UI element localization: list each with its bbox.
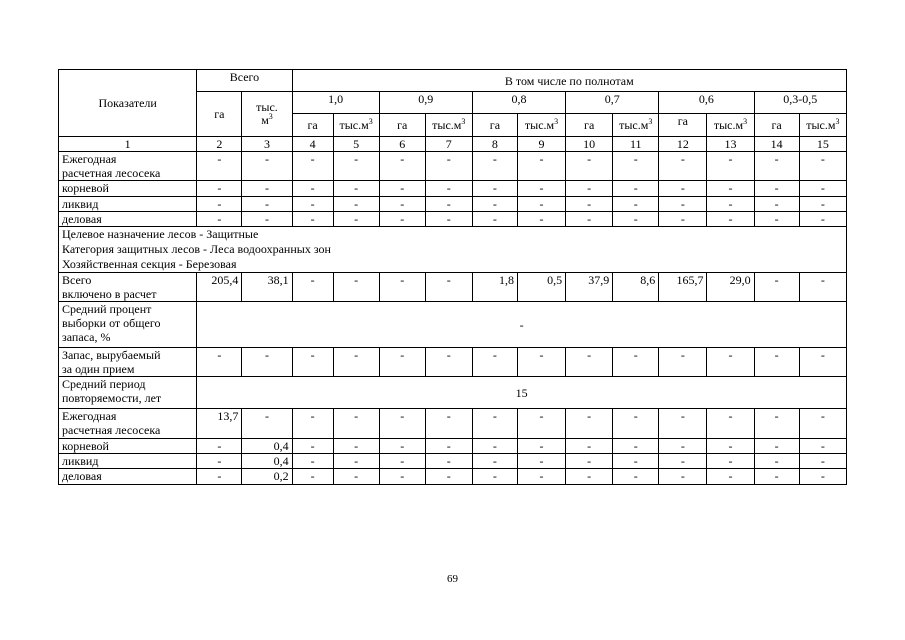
table-cell: -: [707, 439, 754, 454]
table-cell: -: [379, 454, 425, 469]
table-cell: -: [472, 212, 517, 227]
table-cell: -: [197, 197, 242, 212]
table-cell: -: [613, 197, 659, 212]
row-label: Ежегодная расчетная лесосека: [59, 152, 197, 181]
table-cell: -: [472, 454, 517, 469]
density-volume-header: [613, 114, 659, 137]
table-cell: -: [799, 469, 846, 485]
table-cell: -: [379, 469, 425, 485]
average-period-row: [59, 377, 847, 409]
column-number: 15: [799, 137, 846, 152]
m-label: м: [261, 113, 269, 127]
table-cell: -: [707, 409, 754, 439]
column-number: 1: [59, 137, 197, 152]
table-cell: -: [425, 409, 472, 439]
table-cell: -: [566, 181, 613, 197]
table-cell: -: [517, 197, 565, 212]
row-label: Всего включено в расчет: [59, 273, 197, 302]
table-cell: -: [425, 181, 472, 197]
table-cell: -: [197, 439, 242, 454]
indicators-header: Показатели: [59, 70, 197, 137]
thous-label: тыс.: [256, 100, 278, 114]
table-cell: -: [379, 439, 425, 454]
table-cell: -: [242, 197, 292, 212]
section-purpose: Целевое назначение лесов - Защитные: [62, 227, 259, 241]
table-cell: -: [379, 197, 425, 212]
table-cell: -: [613, 409, 659, 439]
table-cell: -: [707, 454, 754, 469]
table-cell: -: [707, 212, 754, 227]
root-row: [59, 181, 847, 197]
table-cell: -: [799, 454, 846, 469]
table-cell: 38,1: [242, 273, 292, 302]
table-cell: -: [425, 469, 472, 485]
row-label: ликвид: [59, 454, 197, 469]
table-cell: -: [613, 454, 659, 469]
table-cell: -: [333, 212, 379, 227]
annual-cut-row: [59, 152, 847, 181]
sup-3: 3: [368, 117, 373, 126]
table-cell: -: [425, 273, 472, 302]
table-cell: -: [707, 181, 754, 197]
table-cell: -: [754, 212, 799, 227]
row-label: Средний период повторяемости, лет: [59, 377, 197, 409]
volume-unit-label: тыс.м: [806, 118, 836, 132]
column-number: 9: [517, 137, 565, 152]
column-number: 2: [197, 137, 242, 152]
table-cell: -: [292, 197, 333, 212]
table-cell: 1,8: [472, 273, 517, 302]
column-number: 13: [707, 137, 754, 152]
stock-row: [59, 348, 847, 377]
annual-cut-row-2: [59, 409, 847, 439]
table-cell: -: [425, 212, 472, 227]
table-cell: -: [754, 197, 799, 212]
row-label: Запас, вырубаемый за один прием: [59, 348, 197, 377]
table-cell: -: [292, 348, 333, 377]
table-cell: -: [425, 348, 472, 377]
table-cell: -: [517, 454, 565, 469]
table-cell: -: [566, 469, 613, 485]
table-cell: -: [613, 152, 659, 181]
table-cell: -: [333, 454, 379, 469]
table-cell: -: [754, 152, 799, 181]
table-cell: -: [659, 469, 707, 485]
row-label: Средний процент выборки от общего запаса, %: [59, 302, 197, 348]
table-cell: -: [799, 409, 846, 439]
forest-harvest-table: [58, 69, 847, 485]
table-cell: -: [659, 409, 707, 439]
row-label: корневой: [59, 439, 197, 454]
table-cell: -: [425, 454, 472, 469]
row-label: корневой: [59, 181, 197, 197]
table-cell: -: [472, 197, 517, 212]
column-number: 3: [242, 137, 292, 152]
table-cell: -: [242, 348, 292, 377]
table-cell: -: [425, 197, 472, 212]
table-cell: -: [197, 181, 242, 197]
table-cell: -: [292, 152, 333, 181]
table-cell: 0,4: [242, 439, 292, 454]
table-cell: -: [754, 454, 799, 469]
table-cell: -: [799, 273, 846, 302]
table-cell: -: [517, 409, 565, 439]
table-cell: -: [517, 181, 565, 197]
row-label: деловая: [59, 469, 197, 485]
table-cell: -: [566, 212, 613, 227]
sup-3: 3: [268, 112, 273, 121]
table-cell: -: [242, 152, 292, 181]
table-cell: -: [379, 152, 425, 181]
table-cell: -: [292, 469, 333, 485]
density-0-7: 0,7: [566, 92, 659, 114]
table-cell: -: [242, 409, 292, 439]
sup-3: 3: [554, 117, 559, 126]
column-number: 14: [754, 137, 799, 152]
table-cell: -: [517, 212, 565, 227]
table-cell: -: [292, 409, 333, 439]
row-label: деловая: [59, 212, 197, 227]
total-header: Всего: [197, 70, 292, 92]
table-cell: -: [242, 181, 292, 197]
table-body: [59, 70, 847, 485]
total-thous-header: [242, 92, 292, 137]
density-ha-header: га: [292, 114, 333, 137]
liquid-row-2: [59, 454, 847, 469]
table-cell: -: [472, 152, 517, 181]
table-cell: -: [659, 454, 707, 469]
table-cell: -: [799, 212, 846, 227]
table-cell: -: [707, 152, 754, 181]
volume-unit-label: тыс.м: [432, 118, 462, 132]
table-cell: -: [292, 273, 333, 302]
density-volume-header: [333, 114, 379, 137]
table-cell: -: [613, 181, 659, 197]
column-number: 12: [659, 137, 707, 152]
table-cell: 8,6: [613, 273, 659, 302]
table-cell: -: [613, 348, 659, 377]
density-0-6: 0,6: [659, 92, 754, 114]
density-0-3-0-5: 0,3-0,5: [754, 92, 846, 114]
table-cell: -: [292, 181, 333, 197]
table-cell: -: [333, 197, 379, 212]
table-cell: -: [379, 181, 425, 197]
column-number: 8: [472, 137, 517, 152]
section-row: [59, 227, 847, 273]
page-number: 69: [447, 573, 458, 585]
liquid-row: [59, 197, 847, 212]
density-ha-header: га: [472, 114, 517, 137]
table-cell: -: [754, 409, 799, 439]
volume-unit-label: тыс.м: [524, 118, 555, 132]
density-0-9: 0,9: [379, 92, 472, 114]
table-cell: -: [517, 152, 565, 181]
table-cell: -: [425, 152, 472, 181]
volume-unit-label: тыс.м: [619, 118, 649, 132]
business-row: [59, 212, 847, 227]
table-cell: -: [242, 212, 292, 227]
table-cell: -: [517, 439, 565, 454]
table-cell: -: [333, 439, 379, 454]
column-number: 11: [613, 137, 659, 152]
table-cell: -: [659, 212, 707, 227]
sup-3: 3: [835, 117, 840, 126]
table-cell: 13,7: [197, 409, 242, 439]
table-cell: -: [333, 348, 379, 377]
table-cell: -: [754, 439, 799, 454]
column-numbers-row: [59, 137, 847, 152]
table-cell: -: [517, 348, 565, 377]
column-number: 10: [566, 137, 613, 152]
density-volume-header: [707, 114, 754, 137]
table-cell: -: [613, 469, 659, 485]
table-cell: -: [379, 409, 425, 439]
table-cell: -: [566, 409, 613, 439]
table-cell: -: [333, 152, 379, 181]
table-cell: -: [754, 348, 799, 377]
table-cell: 0,2: [242, 469, 292, 485]
table-cell: -: [333, 469, 379, 485]
volume-unit-label: тыс.м: [713, 118, 744, 132]
table-cell: -: [799, 197, 846, 212]
volume-unit-label: тыс.м: [339, 118, 369, 132]
sup-3: 3: [743, 117, 748, 126]
density-ha-header: га: [379, 114, 425, 137]
density-1-0: 1,0: [292, 92, 379, 114]
table-cell: -: [799, 152, 846, 181]
table-cell: -: [566, 454, 613, 469]
column-number: 7: [425, 137, 472, 152]
table-cell: 29,0: [707, 273, 754, 302]
column-number: 6: [379, 137, 425, 152]
business-row-2: [59, 469, 847, 485]
total-included-row: [59, 273, 847, 302]
including-header: В том числе по полнотам: [292, 70, 846, 92]
table-cell: -: [799, 439, 846, 454]
table-cell: -: [754, 181, 799, 197]
total-ha-header: га: [197, 92, 242, 137]
table-cell: -: [197, 348, 242, 377]
table-cell: -: [379, 348, 425, 377]
table-cell: -: [292, 212, 333, 227]
table-cell: -: [799, 181, 846, 197]
table-cell: -: [707, 197, 754, 212]
table-cell: -: [754, 469, 799, 485]
density-volume-header: [799, 114, 846, 137]
table-cell: -: [659, 197, 707, 212]
merged-value-cell: -: [197, 302, 847, 348]
table-cell: -: [472, 181, 517, 197]
table-cell: -: [472, 439, 517, 454]
table-cell: -: [799, 348, 846, 377]
table-cell: -: [333, 273, 379, 302]
header-row-1: [59, 70, 847, 92]
table-cell: -: [566, 348, 613, 377]
table-cell: -: [613, 439, 659, 454]
table-cell: -: [379, 212, 425, 227]
sup-3: 3: [648, 117, 653, 126]
table-cell: -: [659, 181, 707, 197]
table-cell: -: [197, 212, 242, 227]
table-cell: -: [472, 409, 517, 439]
table-cell: 205,4: [197, 273, 242, 302]
density-volume-header: [517, 114, 565, 137]
table-cell: -: [197, 152, 242, 181]
table-cell: -: [566, 197, 613, 212]
row-label: Ежегодная расчетная лесосека: [59, 409, 197, 439]
root-row-2: [59, 439, 847, 454]
table-cell: -: [659, 348, 707, 377]
table-cell: -: [566, 439, 613, 454]
table-cell: -: [566, 152, 613, 181]
sup-3: 3: [461, 117, 466, 126]
row-label: ликвид: [59, 197, 197, 212]
density-volume-header: [425, 114, 472, 137]
column-number: 4: [292, 137, 333, 152]
density-ha-header: га: [566, 114, 613, 137]
section-info-cell: [59, 227, 847, 273]
table-cell: 0,5: [517, 273, 565, 302]
table-cell: -: [197, 469, 242, 485]
table-cell: -: [333, 181, 379, 197]
table-cell: -: [425, 439, 472, 454]
table-cell: -: [659, 152, 707, 181]
table-cell: -: [613, 212, 659, 227]
average-percent-row: [59, 302, 847, 348]
section-economic: Хозяйственная секция - Березовая: [62, 257, 237, 271]
column-number: 5: [333, 137, 379, 152]
table-cell: -: [379, 273, 425, 302]
table-cell: -: [472, 348, 517, 377]
density-ha-header: га: [754, 114, 799, 137]
density-ha-header: га: [659, 114, 707, 137]
table-cell: -: [333, 409, 379, 439]
table-cell: 37,9: [566, 273, 613, 302]
table-cell: -: [517, 469, 565, 485]
merged-value-cell: 15: [197, 377, 847, 409]
table-cell: -: [197, 454, 242, 469]
table-cell: -: [707, 469, 754, 485]
table-cell: -: [472, 469, 517, 485]
table-cell: 165,7: [659, 273, 707, 302]
table-cell: -: [754, 273, 799, 302]
table-cell: 0,4: [242, 454, 292, 469]
table-cell: -: [707, 348, 754, 377]
section-category: Категория защитных лесов - Леса водоохранных зон: [62, 242, 331, 256]
table-cell: -: [659, 439, 707, 454]
density-0-8: 0,8: [472, 92, 565, 114]
table-cell: -: [292, 439, 333, 454]
table-cell: -: [292, 454, 333, 469]
